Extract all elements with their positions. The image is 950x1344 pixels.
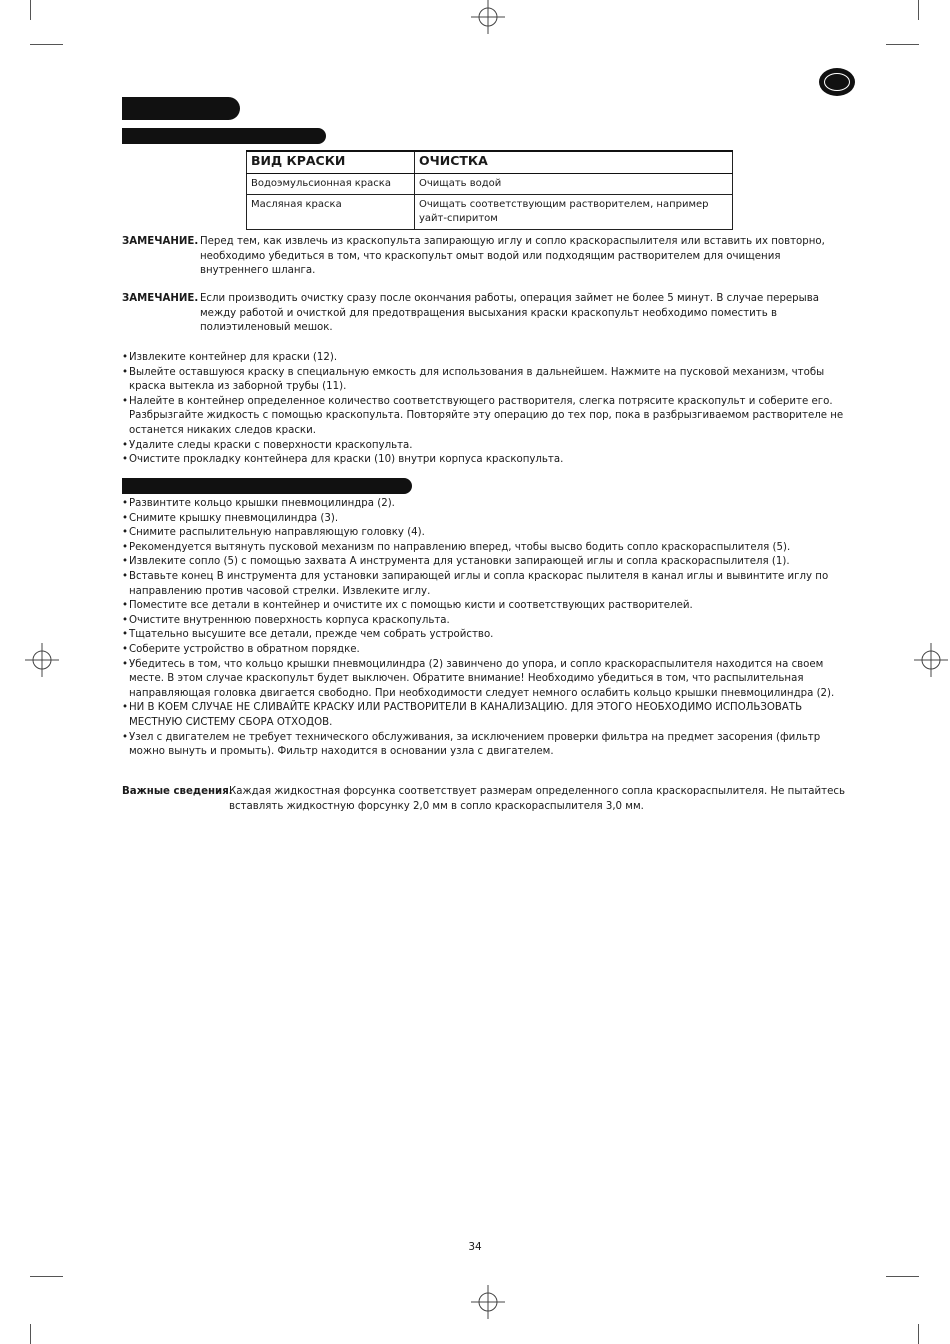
cleaning-table (246, 150, 733, 230)
list-item: • НИ В КОЕМ СЛУЧАЕ НЕ СЛИВАЙТЕ КРАСКУ ИЛИ РАСТВОРИТЕЛИ В КАНАЛИЗАЦИЮ. ДЛЯ ЭТОГО НЕОБХОДИМО ИСПОЛЬЗОВАТЬ МЕСТНУЮ СИСТЕМУ СБОРА ОТХОДОВ. (122, 701, 847, 730)
list-item: • Поместите все детали в контейнер и очистите их с помощью кисти и соответствующих растворителей. (122, 599, 847, 614)
table-cell: Водоэмульсионная краска (247, 174, 415, 195)
list-item: • Извлеките контейнер для краски (12). (122, 351, 847, 366)
important-note (122, 785, 847, 814)
note-label: ЗАМЕЧАНИЕ. (122, 293, 199, 304)
table-header-cell: ОЧИСТКА (415, 151, 733, 174)
list-item: • Развинтите кольцо крышки пневмоцилиндра (2). (122, 497, 847, 512)
note-text: Если производить очистку сразу после окончания работы, операция займет не более 5 минут. В случае перерыва между работой и очисткой для предотвращения высыхания краски краскопульт необходимо поместить в полиэтиленовый мешок. (200, 293, 819, 334)
cleaning-steps-list (122, 351, 847, 468)
list-item: • Вставьте конец B инструмента для установки запирающей иглы и сопла краскорас пылителя в канал иглы и вывинтите иглу по направлению против часовой стрелки. Извлеките иглу. (122, 570, 847, 599)
table-cell: Очищать водой (415, 174, 733, 195)
list-item: • Снимите крышку пневмоцилиндра (3). (122, 512, 847, 527)
list-item: • Соберите устройство в обратном порядке. (122, 643, 847, 658)
note-label: ЗАМЕЧАНИЕ. (122, 236, 199, 247)
page-number: 34 (468, 1241, 482, 1253)
crop-mark (30, 44, 63, 45)
crop-mark (30, 0, 31, 20)
table-header-row (247, 151, 733, 174)
list-item: • Вылейте оставшуюся краску в специальную емкость для использования в дальнейшем. Нажмите на пусковой механизм, чтобы краска вытекла из заборной трубы (11). (122, 366, 847, 395)
note-block (122, 235, 847, 279)
table-cell: Масляная краска (247, 195, 415, 230)
registration-mark-left (25, 643, 59, 677)
list-item: • Узел с двигателем не требует технического обслуживания, за исключением проверки фильтра на предмет засорения (фильтр можно вынуть и промыть). Фильтр находится в основании узла с двигателем. (122, 731, 847, 760)
table-cell: Очищать соответствующим растворителем, например уайт-спиритом (415, 195, 733, 230)
list-item: • Налейте в контейнер определенное количество соответствующего растворителя, слегка потрясите краскопульт и соберите его. Разбрызгайте жидкость с помощью краскопульта. Повторяйте эту операцию до тех пор, пока в разбрызгиваемом растворителе не останется никаких следов краски. (122, 395, 847, 439)
section-header-bar (122, 478, 412, 494)
table-row (247, 174, 733, 195)
note-block (122, 292, 847, 336)
note-text: Каждая жидкостная форсунка соответствует размерам определенного сопла краскораспылителя. Не пытайтесь вставлять жидкостную форсунку 2,0 мм в сопло краскораспылителя 3,0 мм. (229, 786, 845, 812)
list-item: • Очистите прокладку контейнера для краски (10) внутри корпуса краскопульта. (122, 453, 847, 468)
crop-mark (918, 0, 919, 20)
crop-mark (886, 1276, 919, 1277)
list-item: • Извлеките сопло (5) с помощью захвата A инструмента для установки запирающей иглы и сопла краскораспылителя (1). (122, 555, 847, 570)
list-item: • Снимите распылительную направляющую головку (4). (122, 526, 847, 541)
crop-mark (918, 1324, 919, 1344)
registration-mark-bottom (471, 1285, 505, 1319)
table-row (247, 195, 733, 230)
note-text: Перед тем, как извлечь из краскопульта запирающую иглу и сопло краскораспылителя или вставить их повторно, необходимо убедиться в том, что краскопульт омыт водой или подходящим растворителем для очищения внутреннего шланга. (200, 236, 825, 277)
list-item: • Рекомендуется вытянуть пусковой механизм по направлению вперед, чтобы высво бодить сопло краскораспылителя (5). (122, 541, 847, 556)
table-header-cell: ВИД КРАСКИ (247, 151, 415, 174)
maintenance-steps-list (122, 497, 847, 760)
crop-mark (886, 44, 919, 45)
chapter-header-bar (122, 97, 240, 120)
registration-mark-right (914, 643, 948, 677)
list-item: • Убедитесь в том, что кольцо крышки пневмоцилиндра (2) завинчено до упора, и сопло краскораспылителя находится на своем месте. В этом случае краскопульт будет выключен. Обратите внимание! Необходимо убедиться в том, что распылительная направляющая головка двигается свободно. При необходимости следует немного ослабить кольцо крышки пневмоцилиндра (2). (122, 658, 847, 702)
language-badge (819, 68, 855, 96)
crop-mark (30, 1324, 31, 1344)
list-item: • Удалите следы краски с поверхности краскопульта. (122, 439, 847, 454)
note-label: Важные сведения. (122, 786, 233, 797)
list-item: • Тщательно высушите все детали, прежде чем собрать устройство. (122, 628, 847, 643)
section-header-bar (122, 128, 326, 144)
crop-mark (30, 1276, 63, 1277)
list-item: • Очистите внутреннюю поверхность корпуса краскопульта. (122, 614, 847, 629)
registration-mark-top (471, 0, 505, 34)
